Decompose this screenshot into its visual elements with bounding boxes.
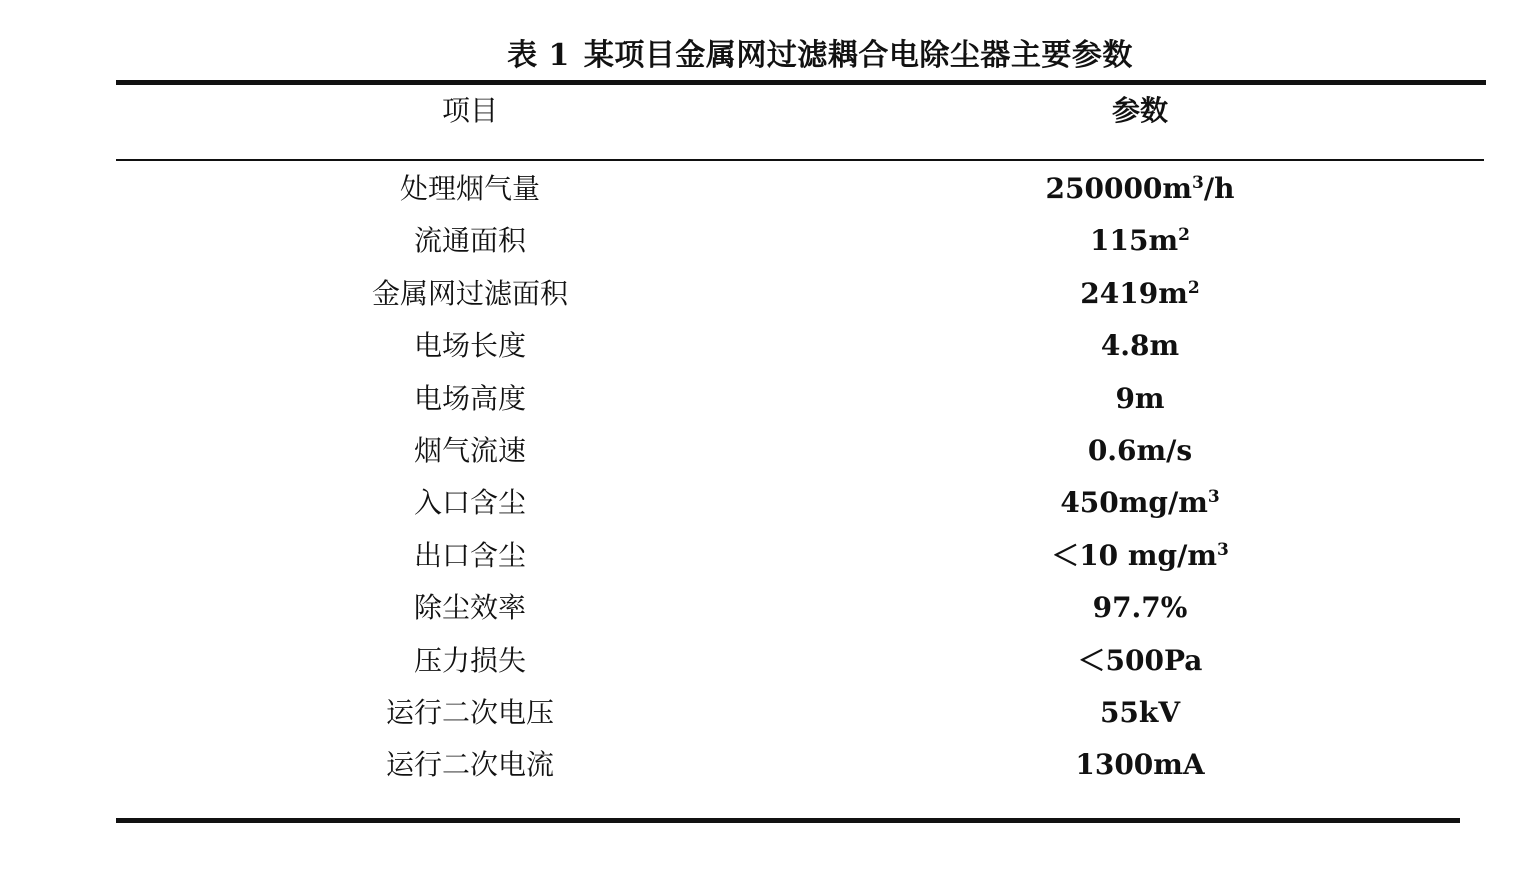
row-parameter-value bbox=[940, 329, 1340, 363]
value-suffix: /h bbox=[1203, 172, 1235, 205]
row-parameter-value bbox=[940, 172, 1340, 206]
row-item-label: 金属网过滤面积 bbox=[371, 277, 568, 310]
value-text: 4.8m bbox=[1100, 329, 1180, 362]
row-item-label: 烟气流速 bbox=[413, 434, 526, 467]
value-text: 450mg/m bbox=[1060, 486, 1208, 519]
table-caption-title: 某项目金属网过滤耦合电除尘器主要参数 bbox=[583, 38, 1133, 73]
row-item-label: 流通面积 bbox=[413, 224, 526, 257]
row-item-label: 电场长度 bbox=[413, 329, 526, 362]
row-parameter-value bbox=[940, 486, 1340, 520]
header-item: 项目 bbox=[441, 94, 498, 127]
value-superscript: 3 bbox=[1192, 173, 1204, 193]
value-text: 115m bbox=[1090, 224, 1179, 257]
value-text: 2419m bbox=[1080, 277, 1188, 310]
row-parameter-value bbox=[940, 539, 1340, 573]
value-superscript: 2 bbox=[1187, 278, 1200, 298]
table-caption-number: 表 1 bbox=[507, 38, 570, 73]
row-parameter-value bbox=[940, 382, 1340, 416]
row-item-label: 处理烟气量 bbox=[399, 172, 540, 205]
row-parameter-value bbox=[940, 644, 1340, 678]
row-parameter-value bbox=[940, 696, 1340, 730]
row-parameter-value bbox=[940, 224, 1340, 258]
row-parameter-value bbox=[940, 591, 1340, 625]
row-item-label: 电场高度 bbox=[413, 382, 526, 415]
value-text: 0.6m/s bbox=[1087, 434, 1193, 467]
value-text: 55kV bbox=[1099, 696, 1181, 729]
value-text: 1300mA bbox=[1075, 748, 1205, 781]
value-text: ＜500Pa bbox=[1077, 644, 1203, 677]
value-text: 97.7% bbox=[1092, 591, 1188, 624]
row-item-label: 除尘效率 bbox=[413, 591, 526, 624]
value-text: 9m bbox=[1115, 382, 1165, 415]
value-superscript: 3 bbox=[1207, 487, 1220, 507]
row-parameter-value bbox=[940, 277, 1340, 311]
row-parameter-value bbox=[940, 748, 1340, 782]
value-text: 250000m bbox=[1045, 172, 1193, 205]
row-item-label: 出口含尘 bbox=[413, 539, 526, 572]
table-bottom-rule bbox=[116, 818, 1460, 823]
table-header-rule bbox=[116, 159, 1484, 161]
row-parameter-value bbox=[940, 434, 1340, 468]
value-superscript: 3 bbox=[1216, 540, 1229, 560]
value-text: ＜10 mg/m bbox=[1051, 539, 1217, 572]
table-top-rule bbox=[116, 80, 1486, 85]
row-item-label: 入口含尘 bbox=[413, 486, 526, 519]
row-item-label: 运行二次电流 bbox=[385, 748, 554, 781]
header-parameter: 参数 bbox=[1111, 94, 1168, 127]
value-superscript: 2 bbox=[1178, 225, 1190, 245]
row-item-label: 压力损失 bbox=[413, 644, 526, 677]
table-caption bbox=[0, 30, 1536, 74]
row-item-label: 运行二次电压 bbox=[385, 696, 554, 729]
